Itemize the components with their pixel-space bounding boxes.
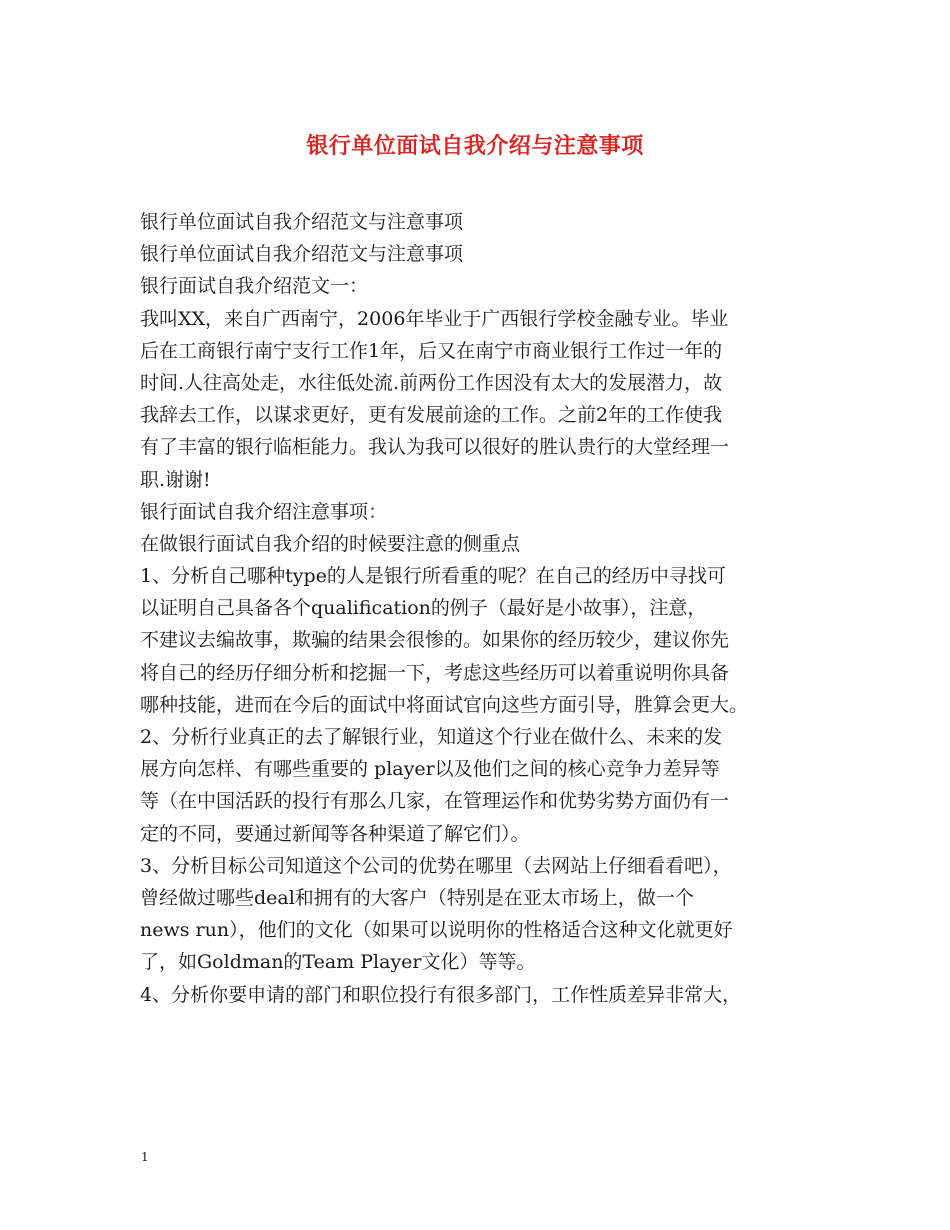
text-line: 哪种技能，进而在今后的面试中将面试官向这些方面引导，胜算会更大。 [140, 693, 749, 716]
text-line: 展方向怎样、有哪些重要的 player以及他们之间的核心竞争力差异等 [140, 758, 720, 781]
text-line: 了，如Goldman的Team Player文化）等等。 [140, 951, 536, 974]
text-line: 3、分析目标公司知道这个公司的优势在哪里（去网站上仔细看看吧）， [140, 854, 732, 877]
text-line: 定的不同，要通过新闻等各种渠道了解它们）。 [140, 822, 530, 845]
text-line: 将自己的经历仔细分析和挖掘一下，考虑这些经历可以着重说明你具备 [140, 661, 730, 684]
text-line: 在做银行面试自我介绍的时候要注意的侧重点 [140, 532, 521, 555]
text-line: 我叫XX，来自广西南宁，2006年毕业于广西银行学校金融专业。毕业 [140, 307, 729, 330]
text-line: 时间.人往高处走，水往低处流.前两份工作因没有太大的发展潜力，故 [140, 371, 723, 394]
text-line: 我辞去工作，以谋求更好，更有发展前途的工作。之前2年的工作使我 [140, 404, 723, 427]
text-line: 银行单位面试自我介绍范文与注意事项 [140, 211, 464, 233]
text-line: 1、分析自己哪种type的人是银行所看重的呢？在自己的经历中寻找可 [140, 565, 726, 588]
text-line: 4、分析你要申请的部门和职位投行有很多部门，工作性质差异非常大， [140, 983, 742, 1006]
document-title: 银行单位面试自我介绍与注意事项 [306, 134, 644, 159]
text-line: 曾经做过哪些deal和拥有的大客户（特别是在亚太市场上，做一个 [140, 886, 694, 909]
text-line: 银行单位面试自我介绍范文与注意事项 [140, 243, 464, 266]
text-line: 不建议去编故事，欺骗的结果会很惨的。如果你的经历较少，建议你先 [140, 629, 730, 652]
text-line: 以证明自己具备各个qualification的例子（最好是小故事），注意， [140, 597, 707, 620]
text-line: 2、分析行业真正的去了解银行业，知道这个行业在做什么、未来的发 [140, 726, 723, 748]
document-body [140, 206, 820, 1011]
text-line: 银行面试自我介绍注意事项： [140, 500, 388, 523]
page-number: 1 [141, 1150, 149, 1164]
text-line: 有了丰富的银行临柜能力。我认为我可以很好的胜认贵行的大堂经理一 [140, 436, 730, 459]
text-line: 等（在中国活跃的投行有那么几家，在管理运作和优势劣势方面仍有一 [140, 790, 730, 813]
text-line: news run），他们的文化（如果可以说明你的性格适合这种文化就更好 [140, 919, 733, 942]
text-line: 职.谢谢! [140, 468, 211, 491]
text-line: 银行面试自我介绍范文一： [140, 275, 369, 298]
text-line: 后在工商银行南宁支行工作1年，后又在南宁市商业银行工作过一年的 [140, 339, 723, 362]
